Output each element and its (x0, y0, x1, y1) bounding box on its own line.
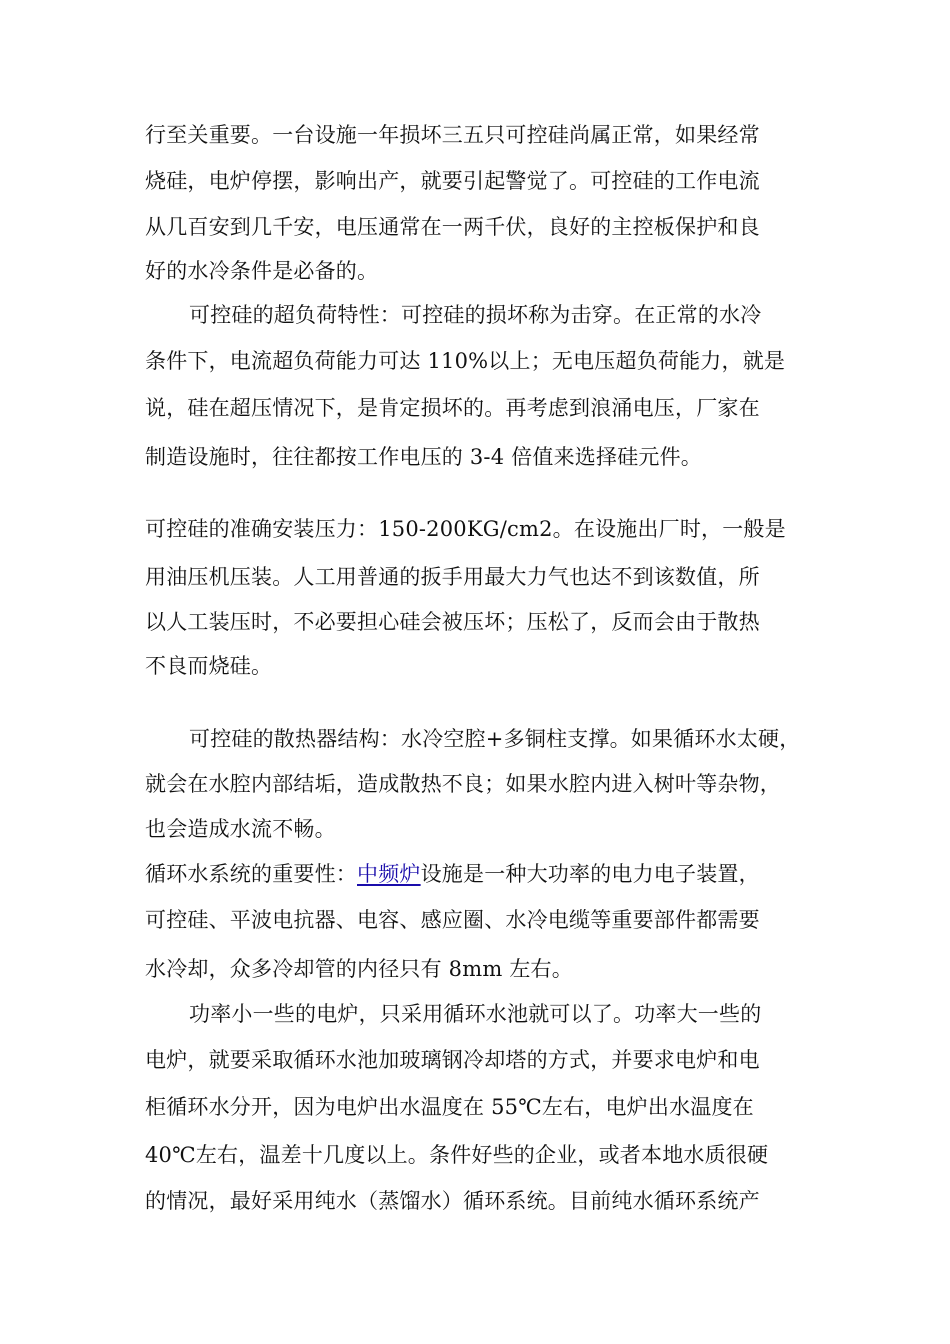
paragraph-4-line-3: 也会造成水流不畅。 (145, 817, 336, 841)
paragraph-3-line-2: 用油压机压装。人工用普通的扳手用最大力气也达不到该数值，所 (145, 565, 760, 589)
paragraph-2-line-2: 条件下，电流超负荷能力可达 110%以上；无电压超负荷能力，就是 (145, 349, 786, 373)
paragraph-6-line-2: 电炉，就要采取循环水池加玻璃钢冷却塔的方式，并要求电炉和电 (145, 1048, 760, 1072)
paragraph-5-line-1 (145, 859, 760, 889)
paragraph-2-line-1: 可控硅的超负荷特性：可控硅的损坏称为击穿。在正常的水冷 (189, 303, 762, 327)
medium-frequency-furnace-link[interactable]: 中频炉 (357, 862, 421, 886)
paragraph-5-line-1-suffix: 设施是一种大功率的电力电子装置， (420, 862, 760, 886)
paragraph-2-line-4: 制造设施时，往往都按工作电压的 3-4 倍值来选择硅元件。 (145, 445, 702, 469)
paragraph-3-line-4: 不良而烧硅。 (145, 654, 273, 678)
paragraph-1-line-4: 好的水冷条件是必备的。 (145, 259, 379, 283)
paragraph-1-line-1: 行至关重要。一台设施一年损坏三五只可控硅尚属正常，如果经常 (145, 123, 760, 147)
paragraph-6-line-4: 40℃左右，温差十几度以上。条件好些的企业，或者本地水质很硬 (145, 1143, 769, 1167)
paragraph-6-line-3: 柜循环水分开，因为电炉出水温度在 55℃左右，电炉出水温度在 (145, 1095, 754, 1119)
paragraph-5-line-1-prefix: 循环水系统的重要性： (145, 862, 357, 886)
paragraph-6-line-5: 的情况，最好采用纯水（蒸馏水）循环系统。目前纯水循环系统产 (145, 1189, 760, 1213)
paragraph-1-line-2: 烧硅，电炉停摆，影响出产，就要引起警觉了。可控硅的工作电流 (145, 169, 760, 193)
paragraph-6-line-1: 功率小一些的电炉，只采用循环水池就可以了。功率大一些的 (189, 1002, 762, 1026)
paragraph-3-line-1: 可控硅的准确安装压力：150-200KG/cm2。在设施出厂时，一般是 (145, 517, 786, 541)
paragraph-1-line-3: 从几百安到几千安，电压通常在一两千伏，良好的主控板保护和良 (145, 215, 760, 239)
paragraph-5-line-2: 可控硅、平波电抗器、电容、感应圈、水冷电缆等重要部件都需要 (145, 908, 760, 932)
paragraph-4-line-2: 就会在水腔内部结垢，造成散热不良；如果水腔内进入树叶等杂物， (145, 772, 781, 796)
paragraph-4-line-1: 可控硅的散热器结构：水冷空腔+多铜柱支撑。如果循环水太硬， (189, 727, 801, 751)
paragraph-2-line-3: 说，硅在超压情况下，是肯定损坏的。再考虑到浪涌电压，厂家在 (145, 396, 760, 420)
paragraph-3-line-3: 以人工装压时，不必要担心硅会被压坏；压松了，反而会由于散热 (145, 610, 760, 634)
paragraph-5-line-3: 水冷却，众多冷却管的内径只有 8mm 左右。 (145, 957, 573, 981)
